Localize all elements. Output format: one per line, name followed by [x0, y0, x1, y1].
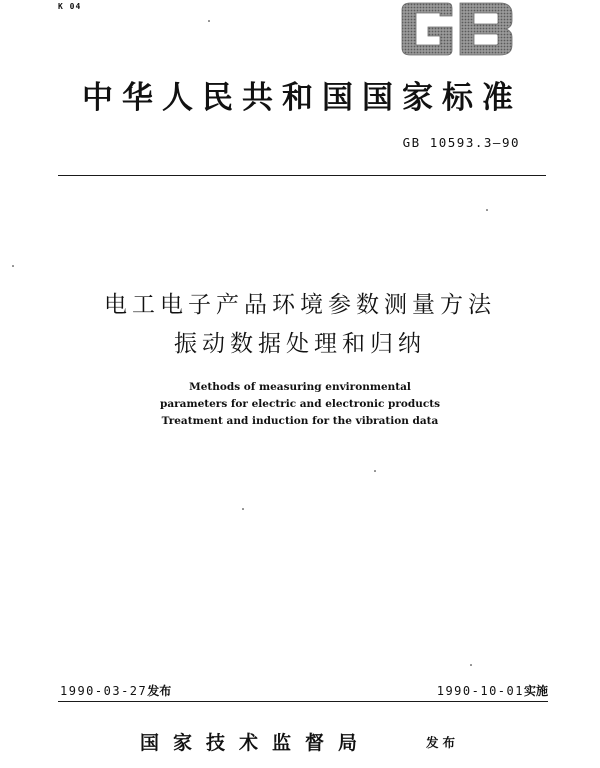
- chinese-title-line-1: 电工电子产品环境参数测量方法: [104, 292, 496, 318]
- english-title-line-1: Methods of measuring environmental: [189, 381, 411, 393]
- scan-speck: [242, 508, 244, 510]
- english-title-line-3: Treatment and induction for the vibration data: [161, 415, 439, 427]
- issuer-suffix: 发布: [426, 735, 460, 750]
- english-title-line-2: parameters for electric and electronic products: [159, 398, 440, 410]
- classification-code: K 04: [58, 2, 82, 11]
- standard-number: GB 10593.3—90: [402, 135, 520, 150]
- scan-speck: [12, 265, 14, 267]
- implemented-date-value: 1990-10-01: [436, 684, 524, 698]
- chinese-title-line-2: 振动数据处理和归纳: [174, 331, 426, 357]
- scan-speck: [486, 209, 488, 211]
- issued-date-label: 发布: [147, 684, 172, 698]
- bottom-divider: [58, 701, 548, 702]
- issued-date: [60, 682, 171, 699]
- gb-logo: [398, 0, 516, 58]
- scan-speck: [470, 664, 472, 666]
- top-divider: [58, 175, 546, 176]
- scan-speck: [208, 20, 210, 22]
- scan-speck: [374, 470, 376, 472]
- issued-date-value: 1990-03-27: [60, 684, 148, 698]
- implemented-date: [340, 682, 548, 699]
- implemented-date-label: 实施: [523, 684, 548, 698]
- national-standard-title: 中华人民共和国国家标准: [82, 80, 522, 116]
- english-title: [0, 379, 600, 430]
- issuing-authority: 国家技术监督局: [140, 732, 372, 754]
